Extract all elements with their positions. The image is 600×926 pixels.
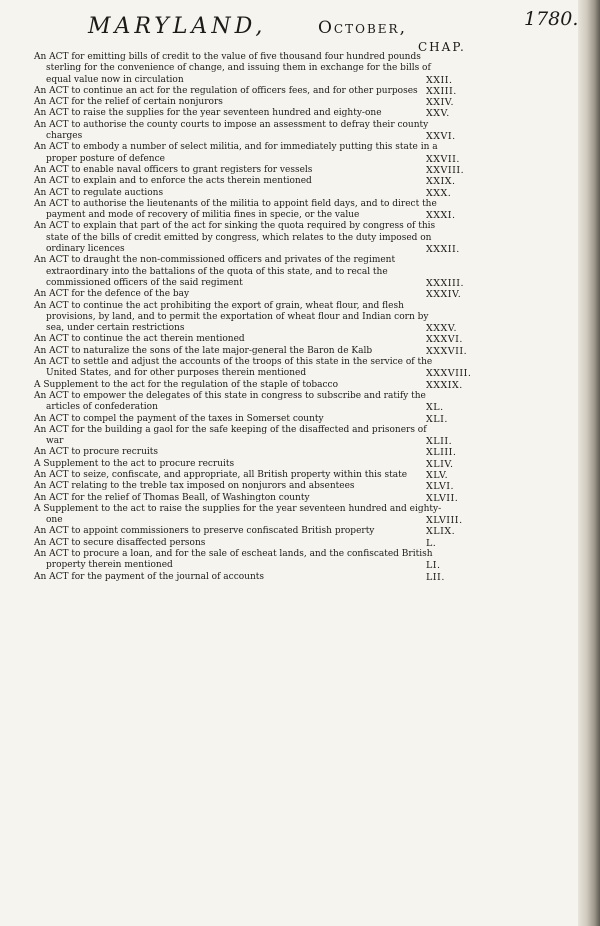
chapter-number: XLII. — [426, 436, 453, 448]
act-title: An ACT to appoint commissioners to preserve confiscated British property — [34, 526, 375, 537]
scanned-page-edge — [578, 0, 600, 926]
chapter-number: XLI. — [426, 413, 448, 425]
act-entry — [34, 572, 484, 583]
chapter-number: XL. — [426, 402, 444, 414]
act-title: An ACT to continue the act therein mentioned — [34, 334, 245, 345]
act-entry — [34, 255, 484, 289]
chapter-number: XXXVI. — [426, 334, 463, 346]
act-entry — [34, 52, 484, 86]
act-title: An ACT to raise the supplies for the year seventeen hundred and eighty-one — [34, 108, 382, 119]
chapter-number: XXX. — [426, 187, 452, 199]
chapter-number: LI. — [426, 560, 441, 572]
chapter-number: XLIX. — [426, 526, 456, 538]
act-title: An ACT to authorise the lieutenants of the militia to appoint field days, and to direct the payment and mode of recovery of militia fines in specie, or the value — [34, 198, 437, 221]
chapter-number: XLVIII. — [426, 515, 463, 527]
act-entry — [34, 414, 484, 425]
act-entry — [34, 391, 484, 414]
chapter-number: XXXIV. — [426, 289, 462, 301]
act-title: An ACT for the payment of the journal of accounts — [34, 571, 264, 582]
act-entry — [34, 176, 484, 187]
act-title: An ACT to naturalize the sons of the late major-general the Baron de Kalb — [34, 345, 373, 356]
chapter-number: XXXVII. — [426, 345, 468, 357]
act-title: An ACT for the relief of certain nonjurors — [34, 97, 223, 108]
act-entry — [34, 120, 484, 143]
chapter-number: XXXIII. — [426, 277, 465, 289]
chapter-number: XXVII. — [426, 153, 460, 165]
act-entry — [34, 357, 484, 380]
acts-list — [34, 52, 484, 583]
act-entry — [34, 459, 484, 470]
act-title: An ACT to continue the act prohibiting the export of grain, wheat flour, and flesh provisions, by land, and to permit the exportation of wheat flour and Indian corn by sea, under certain restrictions — [34, 300, 429, 334]
act-title: An ACT to secure disaffected persons — [34, 537, 206, 548]
act-entry — [34, 165, 484, 176]
act-entry — [34, 481, 484, 492]
chapter-number: XXXV. — [426, 323, 458, 335]
act-entry — [34, 108, 484, 119]
chapter-number: XXXIX. — [426, 379, 463, 391]
act-title: A Supplement to the act to raise the supplies for the year seventeen hundred and eighty-one — [34, 503, 442, 526]
act-entry — [34, 549, 484, 572]
act-title: An ACT to continue an act for the regulation of officers fees, and for other purposes — [34, 85, 418, 96]
act-entry — [34, 86, 484, 97]
chapter-number: XXVI. — [426, 131, 456, 143]
act-title: An ACT to enable naval officers to grant registers for vessels — [34, 164, 313, 175]
act-entry — [34, 470, 484, 481]
act-title: An ACT for the defence of the bay — [34, 289, 190, 300]
act-entry — [34, 289, 484, 300]
act-entry — [34, 97, 484, 108]
chapter-number: XXV. — [426, 108, 450, 120]
chapter-number: XXIX. — [426, 176, 456, 188]
act-title: An ACT to empower the delegates of this state in congress to subscribe and ratify the articles of confederation — [34, 390, 426, 413]
act-entry — [34, 425, 484, 448]
chapter-number: XLVII. — [426, 492, 459, 504]
act-entry — [34, 504, 484, 527]
act-entry — [34, 221, 484, 255]
act-title: An ACT for the building a gaol for the safe keeping of the disaffected and prisoners of war — [34, 424, 427, 447]
act-entry — [34, 538, 484, 549]
act-title: An ACT to settle and adjust the accounts of the troops of this state in the service of the United States, and for other purposes therein mentioned — [34, 357, 433, 379]
chapter-number: XXXII. — [426, 244, 460, 256]
chapter-number: XLV. — [426, 469, 449, 481]
page-header-month: October, — [318, 18, 407, 38]
chapter-number: L. — [426, 537, 437, 549]
act-title: An ACT relating to the treble tax imposed on nonjurors and absentees — [34, 481, 355, 492]
act-entry — [34, 380, 484, 391]
act-entry — [34, 199, 484, 222]
chapter-number: XLIV. — [426, 458, 454, 470]
act-title: A Supplement to the act to procure recruits — [34, 458, 235, 469]
act-title: An ACT to explain that part of the act for sinking the quota required by congress of this state of the bills of credit emitted by congress, which relates to the duty imposed on ordinary licences — [34, 221, 436, 255]
act-title: An ACT to seize, confiscate, and appropriate, all British property within this state — [34, 469, 408, 480]
act-title: An ACT to compel the payment of the taxes in Somerset county — [34, 413, 324, 424]
chapter-number: XXIII. — [426, 85, 457, 97]
act-title: An ACT to procure a loan, and for the sale of escheat lands, and the confiscated British property therein mentioned — [34, 549, 433, 571]
chapter-number: XLVI. — [426, 481, 455, 493]
chapter-number: XLIII. — [426, 447, 457, 459]
act-title: An ACT to explain and to enforce the acts therein mentioned — [34, 176, 312, 187]
act-entry — [34, 493, 484, 504]
act-entry — [34, 188, 484, 199]
chapter-number: LII. — [426, 571, 445, 583]
chapter-number: XXIV. — [426, 97, 454, 109]
chapter-number: XXXVIII. — [426, 368, 472, 380]
act-entry — [34, 334, 484, 345]
act-title: An ACT to procure recruits — [34, 447, 158, 458]
act-entry — [34, 526, 484, 537]
page-header-year: 1780. — [524, 8, 579, 30]
act-entry — [34, 301, 484, 335]
act-title: A Supplement to the act for the regulation of the staple of tobacco — [34, 379, 338, 390]
act-title: An ACT for the relief of Thomas Beall, of Washington county — [34, 492, 310, 503]
act-title: An ACT to authorise the county courts to impose an assessment to defray their county charges — [34, 119, 429, 142]
chapter-number: XXVIII. — [426, 164, 465, 176]
act-entry — [34, 447, 484, 458]
page-header-title: MARYLAND, — [88, 14, 267, 39]
act-title: An ACT to draught the non-commissioned officers and privates of the regiment extraordinary into the battalions of the quota of this state, and to recal the commissioned officers of the said regiment — [34, 255, 396, 288]
act-title: An ACT to embody a number of select militia, and for immediately putting this state in a proper posture of defence — [34, 142, 438, 164]
chapter-number: XXXI. — [426, 210, 456, 222]
act-entry — [34, 346, 484, 357]
chapter-number: XXII. — [426, 74, 453, 86]
act-title: An ACT to regulate auctions — [34, 187, 164, 198]
chap-column-label: CHAP. — [418, 40, 466, 54]
act-title: An ACT for emitting bills of credit to the value of five thousand four hundred pounds sterling for the convenience of change, and issuing them in exchange for the bills of equal value now in circulation — [34, 52, 431, 85]
act-entry — [34, 142, 484, 165]
